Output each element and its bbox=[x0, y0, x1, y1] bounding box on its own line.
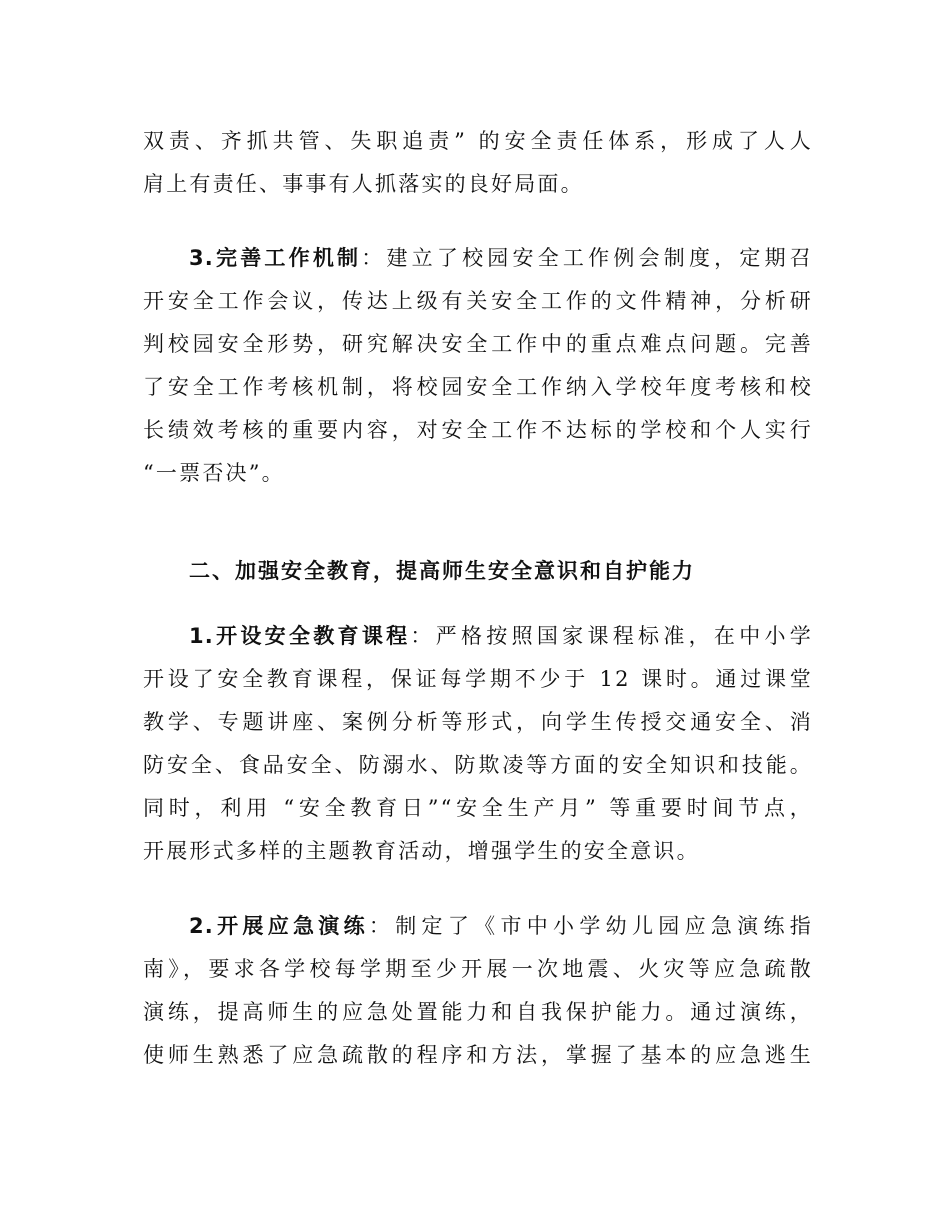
text-line: 了安全工作考核机制，将校园安全工作纳入学校年度考核和校 bbox=[143, 375, 813, 399]
text-run: ：严格按照国家课程标准，在中小学 bbox=[410, 624, 813, 648]
text-line: 开安全工作会议，传达上级有关安全工作的文件精神，分析研 bbox=[143, 289, 813, 313]
text-line bbox=[143, 905, 813, 948]
text-line: 教学、专题讲座、案例分析等形式，向学生传授交通安全、消 bbox=[143, 710, 813, 734]
text-line: “一票否决”。 bbox=[143, 461, 285, 485]
text-run: ：制定了《市中小学幼儿园应急演练指 bbox=[368, 914, 813, 938]
text-line: 使师生熟悉了应急疏散的程序和方法，掌握了基本的应急逃生 bbox=[143, 1043, 813, 1067]
text-line: 开设了安全教育课程，保证每学期不少于 12 课时。通过课堂 bbox=[143, 667, 813, 691]
text-line: 判校园安全形势，研究解决安全工作中的重点难点问题。完善 bbox=[143, 332, 813, 356]
text-line bbox=[143, 615, 813, 658]
text-line bbox=[143, 237, 813, 280]
text-line: 长绩效考核的重要内容，对安全工作不达标的学校和个人实行 bbox=[143, 418, 813, 442]
paragraph-safety-courses bbox=[143, 615, 813, 873]
text-line: 同时，利用 “安全教育日”“安全生产月” 等重要时间节点， bbox=[143, 796, 813, 820]
paragraph-work-mechanism bbox=[143, 237, 813, 495]
paragraph-title-work-mechanism: 3.完善工作机制 bbox=[189, 246, 362, 270]
text-line: 演练，提高师生的应急处置能力和自我保护能力。通过演练， bbox=[143, 1000, 813, 1024]
text-line: 开展形式多样的主题教育活动，增强学生的安全意识。 bbox=[143, 839, 700, 863]
text-line: 南》，要求各学校每学期至少开展一次地震、火灾等应急疏散 bbox=[143, 957, 813, 981]
paragraph-title-emergency-drills: 2.开展应急演练 bbox=[189, 914, 369, 938]
paragraph-responsibility-system bbox=[143, 120, 813, 206]
section-heading-safety-education: 二、加强安全教育，提高师生安全意识和自护能力 bbox=[189, 559, 695, 583]
paragraph-title-safety-courses: 1.开设安全教育课程 bbox=[189, 624, 411, 648]
text-line: 防安全、食品安全、防溺水、防欺凌等方面的安全知识和技能。 bbox=[143, 753, 813, 777]
text-line: 双责、齐抓共管、失职追责” 的安全责任体系，形成了人人 bbox=[143, 129, 813, 153]
text-line: 肩上有责任、事事有人抓落实的良好局面。 bbox=[143, 172, 584, 196]
text-run: ：建立了校园安全工作例会制度，定期召 bbox=[361, 246, 813, 270]
paragraph-emergency-drills bbox=[143, 905, 813, 1077]
